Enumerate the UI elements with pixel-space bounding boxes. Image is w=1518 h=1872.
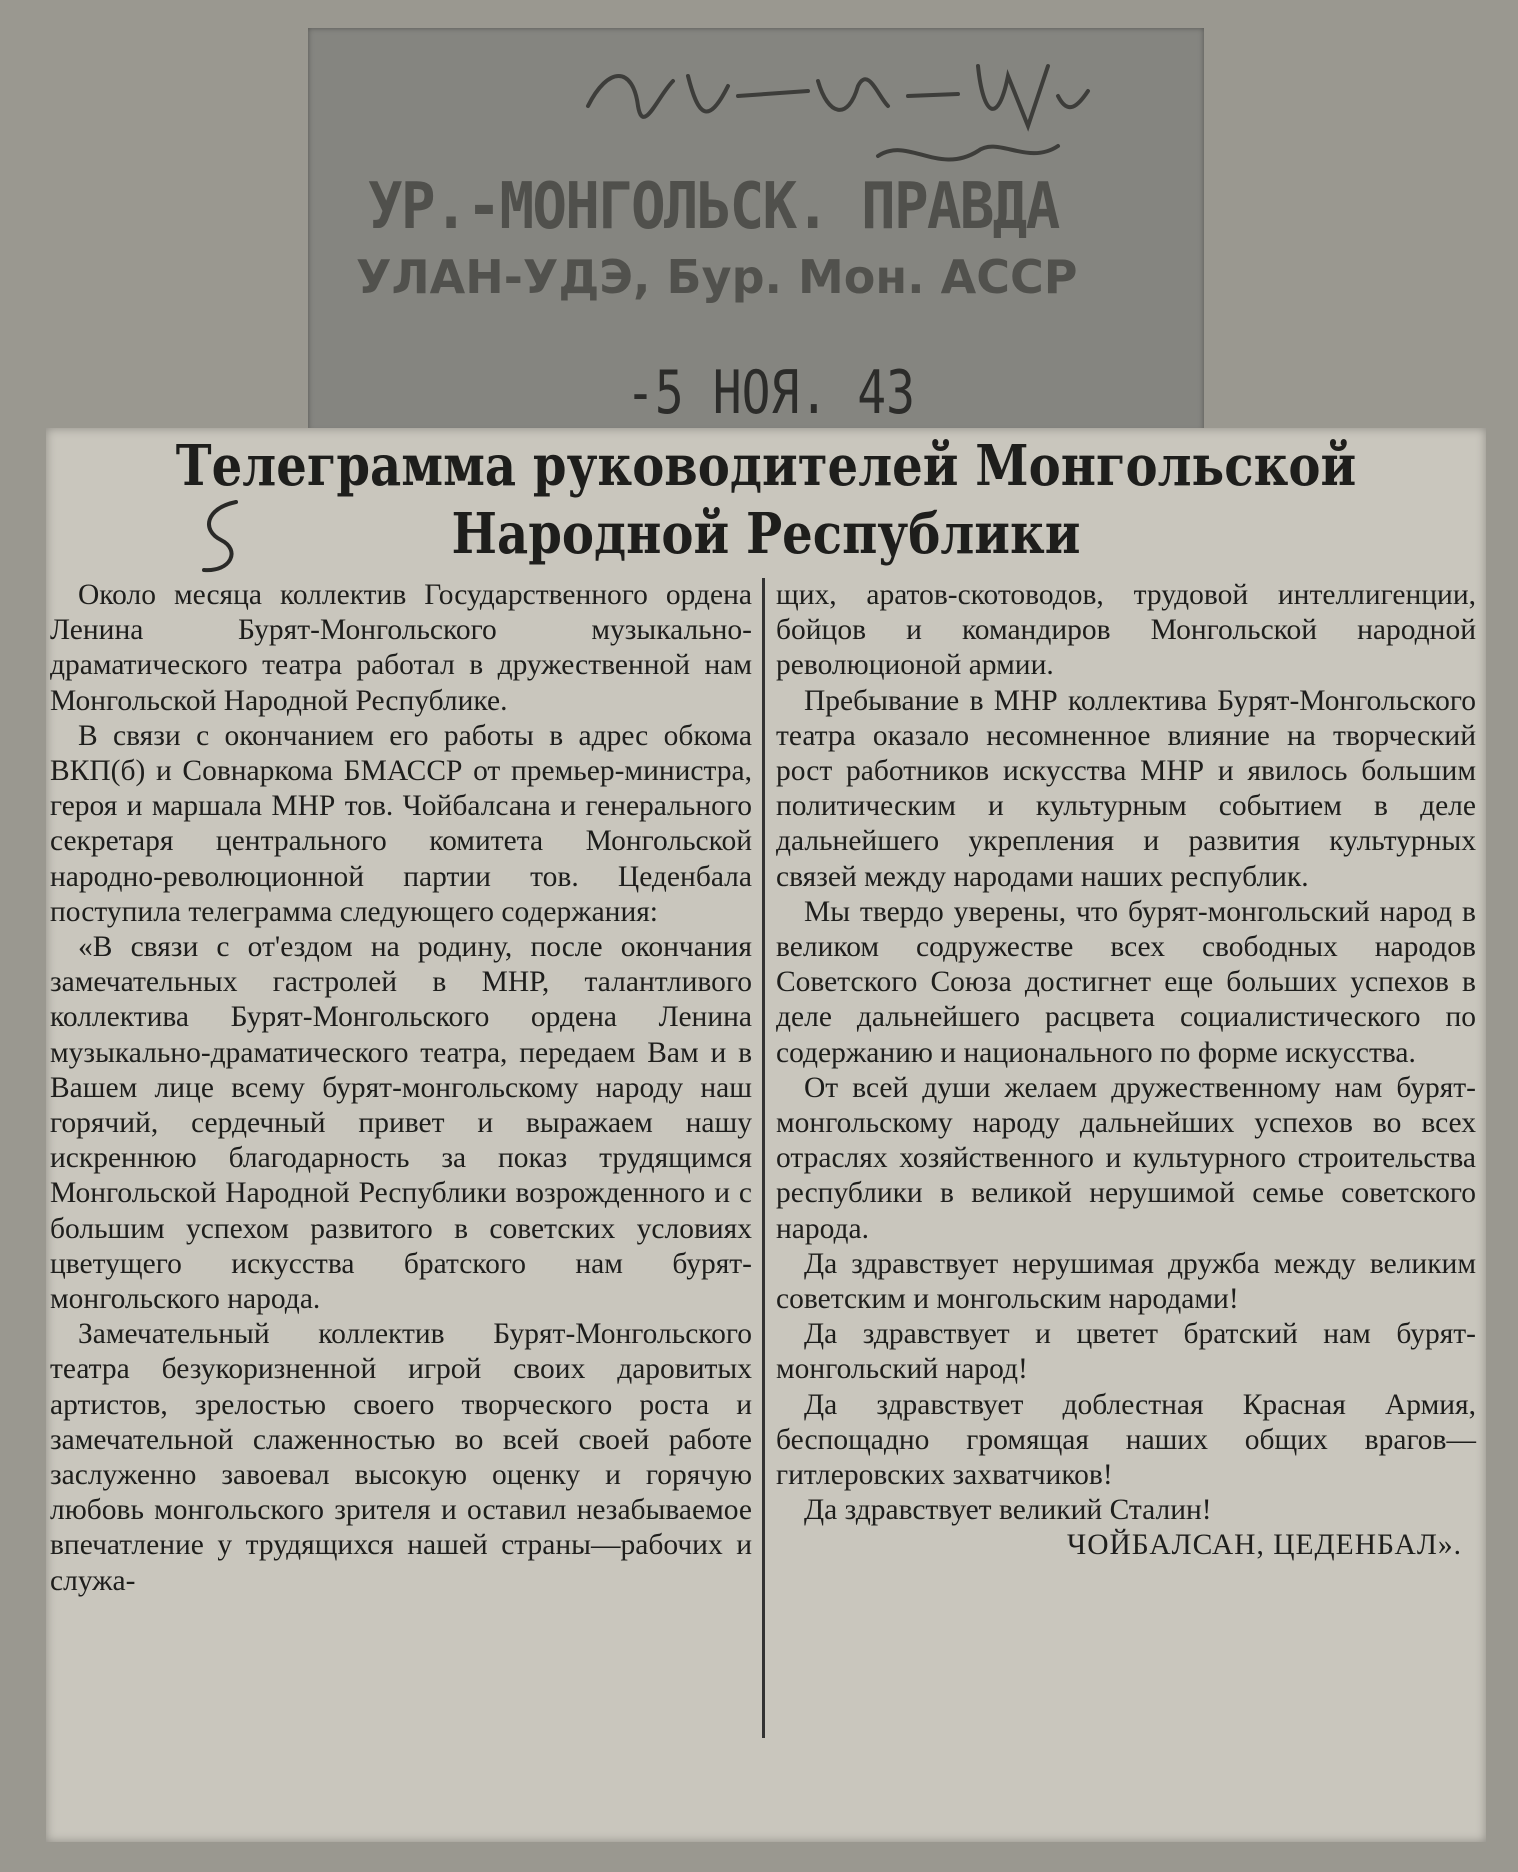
paragraph: Да здравствует великий Сталин!: [804, 1494, 1212, 1527]
headline-line-2: Народной Республики: [451, 501, 1081, 567]
article-signature: ЧОЙБАЛСАН, ЦЕДЕНБАЛ».: [1067, 1529, 1462, 1562]
paragraph: От всей души желаем дружественному нам бурят-монгольскому народу дальнейших успехов во всех отраслях хозяйственного и культурного строительства республики в великой нерушимой семье советского народа.: [776, 1071, 1476, 1245]
paragraph-continuation: щих, аратов-скотоводов, трудовой интеллигенции, бойцов и командиров Монгольской народной революционой армии.: [776, 579, 1476, 682]
paragraph: Замечательный коллектив Бурят-Монгольского театра безукоризненной игрой своих даровитых артистов, зрелостью своего творческого роста и замечательной слаженностью во всей своей работе заслуженно завоевал высокую оценку и горячую любовь монгольского зрителя и оставил незабываемое впечатление у трудящихся нашей страны—рабочих и служа-: [50, 1318, 752, 1597]
paragraph: Мы твердо уверены, что бурят-монгольский народ в великом содружестве всех свободных народов Советского Союза достигнет еще больших успехов в деле дальнейшего расцвета социалистического по содержанию и национального по форме искусства.: [776, 895, 1476, 1069]
column-divider: [762, 578, 765, 1738]
article-left-column: [50, 578, 752, 1599]
newspaper-name: УР.-МОНГОЛЬСК. ПРАВДА: [368, 170, 1059, 244]
newspaper-place: УЛАН-УДЭ, Бур. Мон. АССР: [356, 250, 1078, 304]
pencil-mark-icon: [176, 490, 266, 580]
article-right-column: [776, 578, 1476, 1564]
paragraph: Около месяца коллектив Государственного ордена Ленина Бурят-Монгольского музыкально-драматического театра работал в дружественной нам Монгольской Народной Республике.: [50, 579, 752, 717]
paragraph: «В связи с от'ездом на родину, после окончания замечательных гастролей в МНР, талантливого коллектива Бурят-Монгольского ордена Ленина музыкально-драматического театра, передаем Вам и в Вашем лице всему бурят-монгольскому народу наш горячий, сердечный привет и выражаем нашу искреннюю благодарность за показ трудящимся Монгольской Народной Республики возрожденного и с большим успехом развитого в советских условиях цветущего искусства братского нам бурят-монгольского народа.: [50, 931, 752, 1316]
article-headline: [147, 432, 1385, 568]
paragraph: Да здравствует доблестная Красная Армия, беспощадно громящая наших общих врагов—гитлеровских захватчиков!: [776, 1388, 1476, 1492]
newspaper-clipping: [46, 428, 1486, 1842]
stamp-date: -5 НОЯ. 43: [626, 358, 915, 428]
paragraph: Пребывание в МНР коллектива Бурят-Монгольского театра оказало несомненное влияние на творческий рост работников искусства МНР и явилось большим политическим и культурным событием в деле дальнейшего укрепления и развития культурных связей между народами наших республик.: [776, 684, 1476, 893]
headline-line-1: Телеграмма руководителей Монгольской: [175, 433, 1357, 499]
archive-stamp: [308, 28, 1204, 432]
paragraph: В связи с окончанием его работы в адрес обкома ВКП(б) и Совнаркома БМАССР от премьер-министра, героя и маршала МНР тов. Чойбалсана и генерального секретаря центрального комитета Монгольской народно-революционной партии тов. Цеденбала поступила телеграмма следующего содержания:: [50, 719, 752, 928]
paragraph: Да здравствует нерушимая дружба между великим советским и монгольским народами!: [776, 1247, 1476, 1316]
paragraph: Да здравствует и цветет братский нам бурят-монгольский народ!: [776, 1318, 1476, 1386]
handwritten-note-image: [578, 36, 1098, 186]
